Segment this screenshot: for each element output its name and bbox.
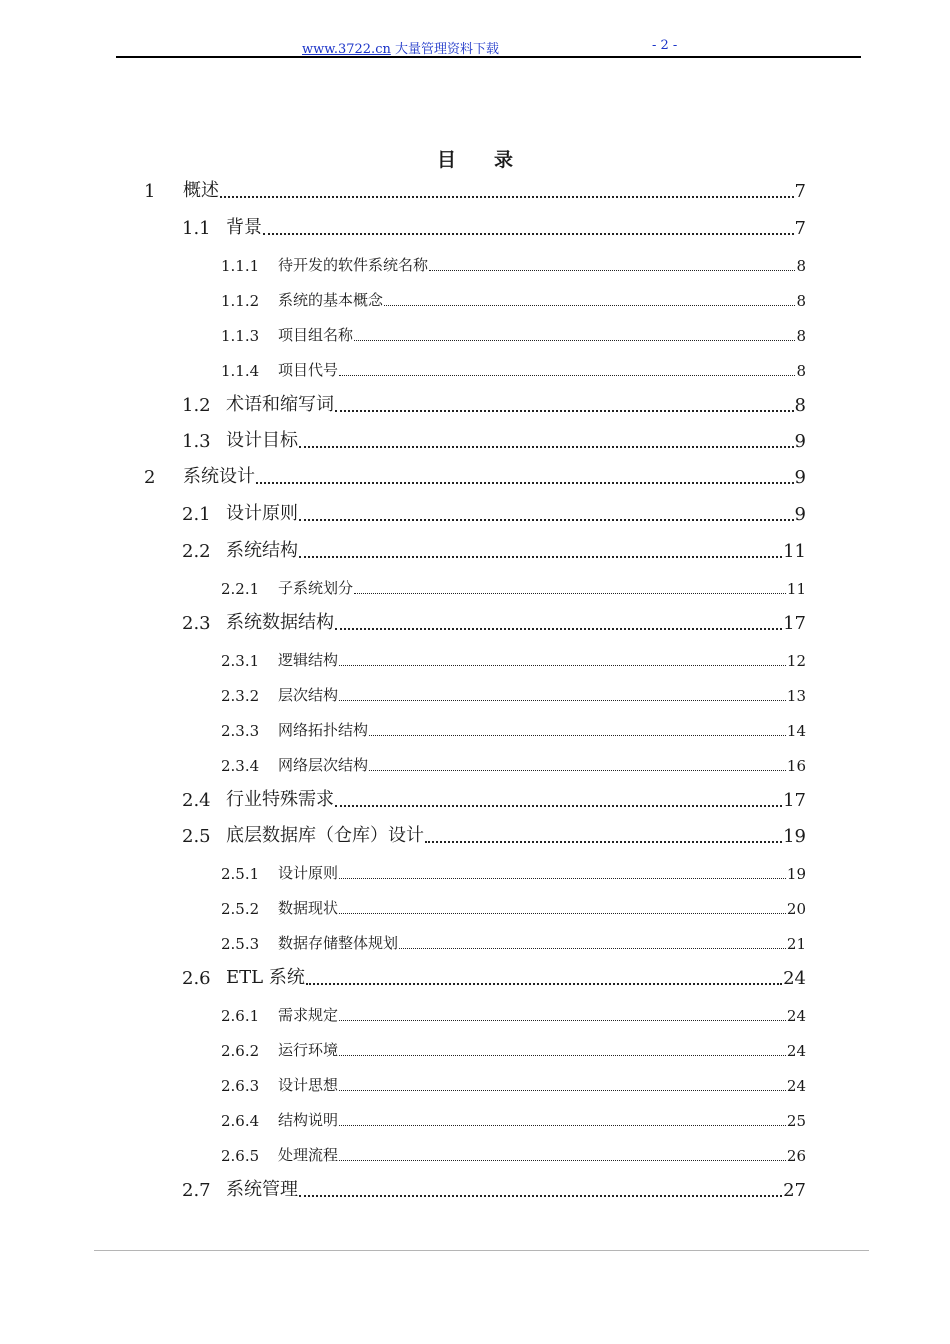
toc-entry-page: 24 bbox=[786, 1042, 806, 1060]
toc-entry-title: 术语和缩写词 bbox=[226, 394, 334, 415]
page-number: - 2 - bbox=[652, 38, 678, 53]
toc-leader-dots bbox=[339, 1020, 786, 1021]
toc-entry-title: ETL 系统 bbox=[226, 967, 305, 988]
toc-entry-page: 19 bbox=[786, 865, 806, 883]
toc-entry[interactable] bbox=[221, 929, 806, 953]
toc-entry-page: 11 bbox=[783, 541, 806, 562]
toc-entry-number: 2.6.2 bbox=[221, 1042, 260, 1060]
toc-title: 目录 bbox=[436, 149, 551, 171]
toc-entry[interactable] bbox=[221, 1071, 806, 1095]
toc-entry-title: 待开发的软件系统名称 bbox=[278, 256, 429, 274]
toc-entry-page: 8 bbox=[796, 327, 806, 345]
toc-entry-page: 8 bbox=[796, 257, 806, 275]
toc-leader-dots bbox=[369, 770, 786, 771]
toc-entry-number: 1 bbox=[144, 181, 156, 202]
toc-leader-dots bbox=[339, 1125, 786, 1126]
toc-leader-dots bbox=[369, 735, 786, 736]
toc-leader-dots bbox=[339, 1090, 786, 1091]
toc-entry-number: 2.6.1 bbox=[221, 1007, 260, 1025]
toc-entry-page: 13 bbox=[786, 687, 806, 705]
toc-leader-dots bbox=[429, 270, 795, 271]
toc-entry-title: 系统设计 bbox=[183, 466, 255, 487]
toc-leader-dots bbox=[299, 556, 782, 558]
toc-entry[interactable] bbox=[221, 1106, 806, 1130]
header-site bbox=[302, 38, 499, 57]
toc-entry-page: 24 bbox=[786, 1077, 806, 1095]
toc-entry-number: 1.1.4 bbox=[221, 362, 260, 380]
toc-entry-number: 1.3 bbox=[182, 431, 211, 452]
toc-entry[interactable] bbox=[221, 574, 806, 598]
toc-entry-page: 7 bbox=[794, 218, 806, 239]
toc-entry-number: 2.4 bbox=[182, 790, 211, 811]
toc-entry-number: 2.5.1 bbox=[221, 865, 260, 883]
toc-entry-title: 项目组名称 bbox=[278, 326, 354, 344]
toc-leader-dots bbox=[399, 948, 786, 949]
toc-leader-dots bbox=[299, 1195, 782, 1197]
toc-entry-page: 19 bbox=[783, 826, 806, 847]
toc-entry-page: 17 bbox=[783, 790, 806, 811]
toc-entry[interactable] bbox=[221, 356, 806, 380]
toc-leader-dots bbox=[299, 519, 794, 521]
toc-entry[interactable] bbox=[182, 392, 806, 416]
toc-entry-number: 2.7 bbox=[182, 1180, 211, 1201]
toc-leader-dots bbox=[256, 482, 794, 484]
toc-entry-page: 9 bbox=[794, 504, 806, 525]
toc-entry[interactable] bbox=[182, 823, 806, 847]
toc-entry-page: 17 bbox=[783, 613, 806, 634]
toc-entry-title: 需求规定 bbox=[278, 1006, 339, 1024]
toc-leader-dots bbox=[220, 196, 794, 198]
toc-entry-title: 处理流程 bbox=[278, 1146, 339, 1164]
toc-entry-title: 逻辑结构 bbox=[278, 651, 339, 669]
toc-entry[interactable] bbox=[221, 1141, 806, 1165]
toc-leader-dots bbox=[339, 1055, 786, 1056]
toc-entry-title: 网络层次结构 bbox=[278, 756, 369, 774]
toc-entry-page: 7 bbox=[794, 181, 806, 202]
toc-leader-dots bbox=[384, 305, 795, 306]
toc-entry[interactable] bbox=[221, 646, 806, 670]
toc-entry-number: 2.5.2 bbox=[221, 900, 260, 918]
toc-entry-number: 1.1.1 bbox=[221, 257, 260, 275]
toc-leader-dots bbox=[354, 340, 795, 341]
toc-leader-dots bbox=[425, 841, 782, 843]
toc-leader-dots bbox=[335, 805, 782, 807]
toc-entry[interactable] bbox=[221, 286, 806, 310]
toc-entry[interactable] bbox=[182, 787, 806, 811]
toc-entry-page: 16 bbox=[786, 757, 806, 775]
toc-entry-title: 背景 bbox=[226, 217, 262, 238]
toc-entry[interactable] bbox=[221, 681, 806, 705]
toc-entry[interactable] bbox=[221, 751, 806, 775]
toc-entry[interactable] bbox=[144, 178, 806, 202]
toc-leader-dots bbox=[263, 233, 794, 235]
toc-entry-number: 2.6 bbox=[182, 968, 211, 989]
page-header bbox=[116, 34, 861, 58]
toc-leader-dots bbox=[339, 375, 795, 376]
toc-entry[interactable] bbox=[182, 501, 806, 525]
toc-entry-page: 8 bbox=[794, 395, 806, 416]
toc-entry-number: 1.1.2 bbox=[221, 292, 260, 310]
toc-entry-number: 2.3.4 bbox=[221, 757, 260, 775]
toc-leader-dots bbox=[299, 446, 794, 448]
toc-entry-title: 系统的基本概念 bbox=[278, 291, 384, 309]
toc-leader-dots bbox=[339, 878, 786, 879]
toc-entry-title: 设计思想 bbox=[278, 1076, 339, 1094]
toc-entry-page: 21 bbox=[786, 935, 806, 953]
toc-entry[interactable] bbox=[182, 538, 806, 562]
toc-entry-page: 8 bbox=[796, 292, 806, 310]
toc-leader-dots bbox=[306, 983, 782, 985]
toc-entry-page: 14 bbox=[786, 722, 806, 740]
toc-entry-title: 系统数据结构 bbox=[226, 612, 334, 633]
toc-entry-number: 2.5 bbox=[182, 826, 211, 847]
toc-entry-number: 2.1 bbox=[182, 504, 211, 525]
toc-entry-page: 20 bbox=[786, 900, 806, 918]
toc-entry[interactable] bbox=[182, 428, 806, 452]
toc-entry-number: 2.5.3 bbox=[221, 935, 260, 953]
toc-leader-dots bbox=[339, 665, 786, 666]
toc-entry-number: 1.1 bbox=[182, 218, 211, 239]
toc-entry-page: 11 bbox=[786, 580, 806, 598]
toc-entry-number: 2.3.3 bbox=[221, 722, 260, 740]
toc-entry-title: 底层数据库（仓库）设计 bbox=[226, 825, 424, 846]
toc-entry-page: 8 bbox=[796, 362, 806, 380]
toc-entry-number: 1.2 bbox=[182, 395, 211, 416]
toc-entry-title: 数据存储整体规划 bbox=[278, 934, 399, 952]
toc-entry-page: 27 bbox=[783, 1180, 806, 1201]
footer-divider bbox=[94, 1250, 869, 1251]
toc-entry[interactable] bbox=[144, 464, 806, 488]
toc-entry-title: 层次结构 bbox=[278, 686, 339, 704]
toc-entry-title: 行业特殊需求 bbox=[226, 789, 334, 810]
toc-entry-number: 2 bbox=[144, 467, 156, 488]
toc-entry[interactable] bbox=[221, 716, 806, 740]
toc-entry-number: 2.2 bbox=[182, 541, 211, 562]
toc-entry[interactable] bbox=[221, 894, 806, 918]
toc-leader-dots bbox=[339, 1160, 786, 1161]
toc-entry-page: 9 bbox=[794, 467, 806, 488]
toc-entry-number: 2.6.3 bbox=[221, 1077, 260, 1095]
toc-entry-number: 2.2.1 bbox=[221, 580, 260, 598]
toc-entry-title: 系统管理 bbox=[226, 1179, 298, 1200]
toc-entry-page: 24 bbox=[786, 1007, 806, 1025]
toc-entry[interactable] bbox=[182, 610, 806, 634]
toc-entry[interactable] bbox=[182, 215, 806, 239]
toc-leader-dots bbox=[339, 913, 786, 914]
toc-leader-dots bbox=[354, 593, 786, 594]
site-link[interactable]: www.3722.cn bbox=[302, 42, 391, 57]
toc-leader-dots bbox=[339, 700, 786, 701]
toc-entry-page: 25 bbox=[786, 1112, 806, 1130]
toc-leader-dots bbox=[335, 410, 794, 412]
toc-entry-title: 子系统划分 bbox=[278, 579, 354, 597]
toc-entry-number: 2.6.5 bbox=[221, 1147, 260, 1165]
toc-entry[interactable] bbox=[182, 965, 806, 989]
toc-entry-title: 项目代号 bbox=[278, 361, 339, 379]
toc-entry-title: 数据现状 bbox=[278, 899, 339, 917]
toc-entry[interactable] bbox=[221, 321, 806, 345]
toc-entry-title: 系统结构 bbox=[226, 540, 298, 561]
toc-entry-page: 24 bbox=[783, 968, 806, 989]
toc-entry-title: 运行环境 bbox=[278, 1041, 339, 1059]
toc-entry-number: 2.3 bbox=[182, 613, 211, 634]
toc-entry-number: 2.3.2 bbox=[221, 687, 260, 705]
toc-entry-page: 12 bbox=[786, 652, 806, 670]
toc-entry-title: 结构说明 bbox=[278, 1111, 339, 1129]
toc-entry-number: 1.1.3 bbox=[221, 327, 260, 345]
toc-entry-page: 9 bbox=[794, 431, 806, 452]
toc-entry-number: 2.6.4 bbox=[221, 1112, 260, 1130]
toc-entry-title: 设计原则 bbox=[278, 864, 339, 882]
toc-leader-dots bbox=[335, 628, 782, 630]
toc-entry[interactable] bbox=[221, 251, 806, 275]
toc-entry[interactable] bbox=[182, 1177, 806, 1201]
toc-entry-title: 设计原则 bbox=[226, 503, 298, 524]
site-description: 大量管理资料下载 bbox=[394, 42, 499, 57]
toc-entry[interactable] bbox=[221, 1001, 806, 1025]
toc-entry-page: 26 bbox=[786, 1147, 806, 1165]
toc-entry-title: 设计目标 bbox=[226, 430, 298, 451]
toc-entry-number: 2.3.1 bbox=[221, 652, 260, 670]
toc-entry-title: 概述 bbox=[183, 180, 219, 201]
toc-entry[interactable] bbox=[221, 859, 806, 883]
toc-entry-title: 网络拓扑结构 bbox=[278, 721, 369, 739]
toc-entry[interactable] bbox=[221, 1036, 806, 1060]
